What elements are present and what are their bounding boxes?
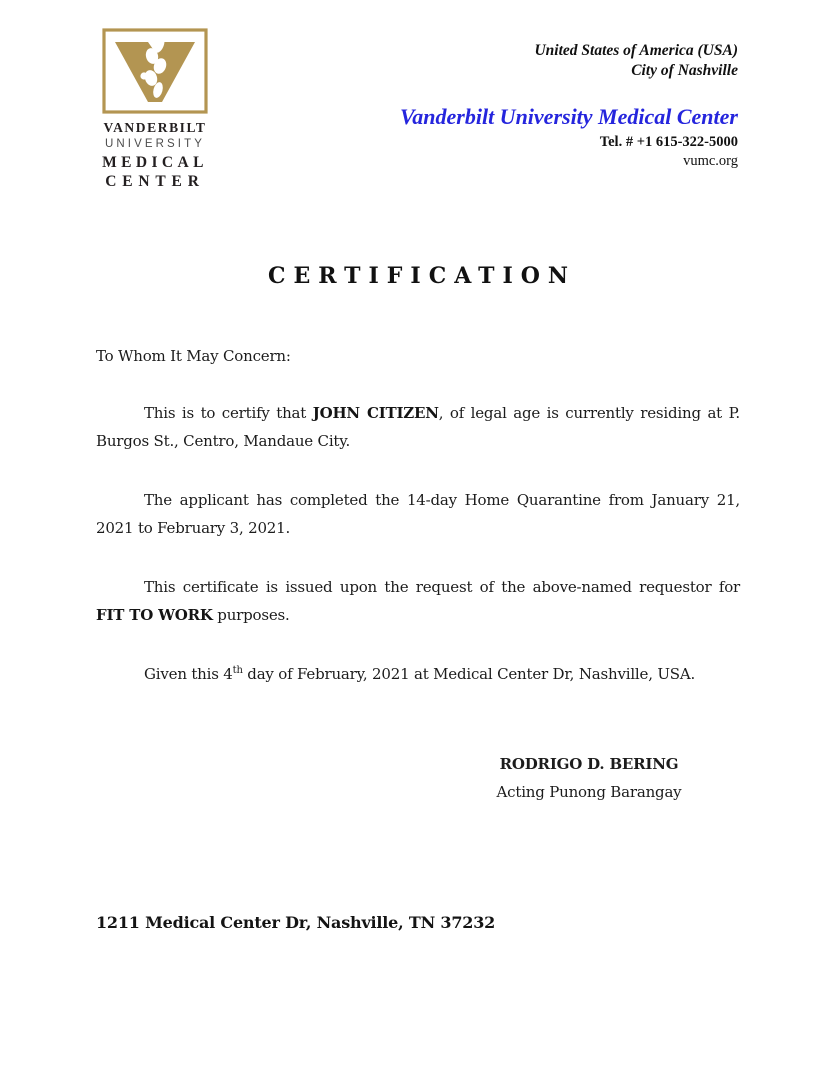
paragraph-purpose-post: purposes. xyxy=(212,606,290,624)
paragraph-certify-post: , of legal age is currently residing at P. Burgos St., Centro, Mandaue City. xyxy=(96,404,740,450)
footer-address: 1211 Medical Center Dr, Nashville, TN 37232 xyxy=(96,913,496,932)
logo-wordmark-center: CENTER xyxy=(105,173,205,190)
document-title: CERTIFICATION xyxy=(267,263,577,289)
paragraph-quarantine: The applicant has completed the 14-day Home Quarantine from January 21, 2021 to February 3, 2021. xyxy=(96,491,740,537)
purpose-label: FIT TO WORK xyxy=(96,606,213,624)
logo-wordmark xyxy=(99,119,211,191)
vumc-logo-block xyxy=(99,28,211,191)
paragraph-certify xyxy=(96,399,740,455)
signatory-name: RODRIGO D. BERING xyxy=(499,755,679,773)
ordinal-superscript: th xyxy=(232,665,243,676)
header-website: vumc.org xyxy=(683,153,738,169)
signature-block xyxy=(446,750,732,806)
vanderbilt-v-oakleaf-icon xyxy=(102,28,208,114)
signatory-title: Acting Punong Barangay xyxy=(496,783,682,801)
header-telephone: Tel. # +1 615-322-5000 xyxy=(599,134,738,150)
letterhead-right xyxy=(400,41,738,171)
header-organization-script: Vanderbilt University Medical Center xyxy=(400,104,738,129)
document-body xyxy=(96,262,740,806)
logo-wordmark-vanderbilt: VANDERBILT xyxy=(103,120,207,135)
header-country: United States of America (USA) xyxy=(534,42,738,59)
logo-wordmark-medical: MEDICAL xyxy=(102,154,208,171)
salutation: To Whom It May Concern: xyxy=(96,347,291,365)
requestor-name: JOHN CITIZEN xyxy=(312,404,439,422)
paragraph-certify-pre: This is to certify that xyxy=(144,404,313,422)
paragraph-given-post: day of February, 2021 at Medical Center Dr, Nashville, USA. xyxy=(242,665,696,683)
logo-wordmark-university: UNIVERSITY xyxy=(104,138,205,150)
paragraph-purpose xyxy=(96,573,740,629)
paragraph-given-pre: Given this 4 xyxy=(144,665,233,683)
paragraph-given-date xyxy=(96,660,740,688)
paragraph-purpose-pre: This certificate is issued upon the request of the above-named requestor for xyxy=(144,578,740,596)
header-city: City of Nashville xyxy=(631,62,738,79)
